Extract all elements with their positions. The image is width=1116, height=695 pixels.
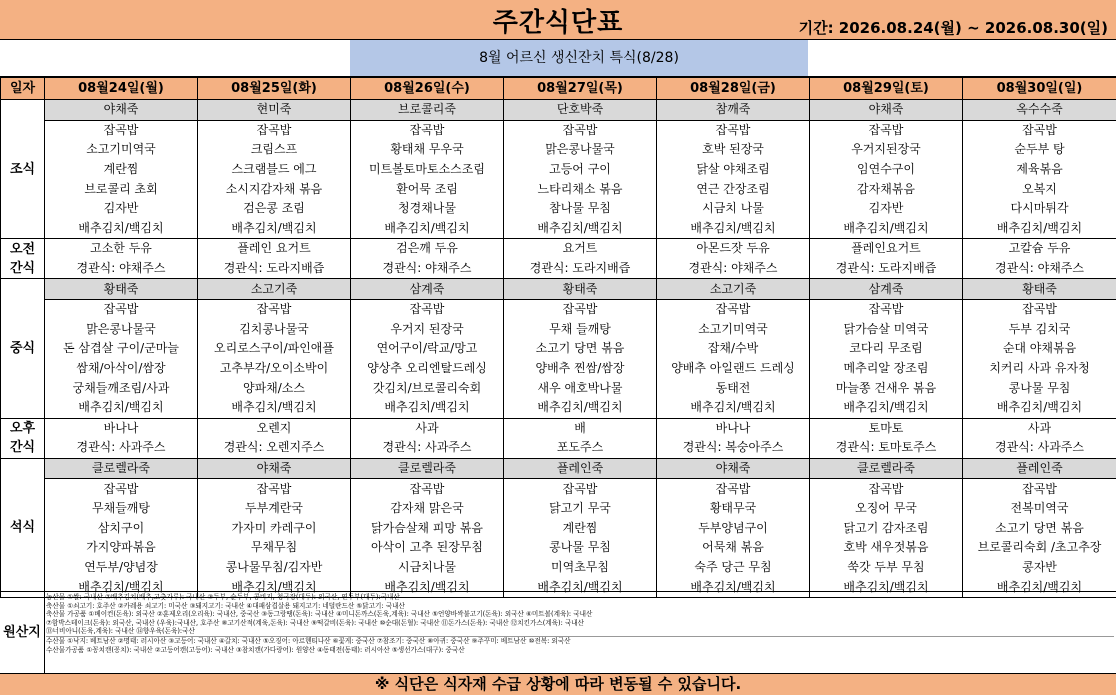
menu-item-cell: 미역초무침	[504, 558, 657, 578]
porridge-cell: 소고기죽	[657, 279, 810, 300]
menu-item-cell: 콩자반	[963, 558, 1116, 578]
menu-item-cell: 플레인 요거트	[198, 239, 351, 259]
menu-item-cell: 배추김치/백김치	[657, 398, 810, 418]
menu-item-cell: 배추김치/백김치	[351, 577, 504, 597]
menu-item-cell: 잡곡밥	[198, 479, 351, 499]
menu-item-cell: 삼치구이	[45, 518, 198, 538]
menu-item-cell: 잡곡밥	[504, 120, 657, 140]
menu-item-cell: 브로콜리 초회	[45, 179, 198, 199]
menu-item-cell: 배추김치/백김치	[810, 577, 963, 597]
event-row	[0, 40, 1116, 77]
origin-line: 농산물 ①쌀: 국내산 ②배추김치(배추,고춧가루): 국내산 ③두부, 순두부, 콩비지, 청국장(대두): 외국산, 연두부(대두):국내산	[46, 593, 1114, 602]
date-column-header: 일자	[1, 78, 45, 100]
header-bar	[0, 0, 1116, 40]
menu-item-cell: 숙주 당근 무침	[657, 558, 810, 578]
period-label: 기간: 2026.08.24(월) ~ 2026.08.30(일)	[799, 17, 1108, 38]
menu-item-cell: 환어묵 조림	[351, 179, 504, 199]
menu-item-cell: 갓김치/브로콜리숙회	[351, 378, 504, 398]
menu-item-cell: 고소한 두유	[45, 239, 198, 259]
menu-item-cell: 양상추 오리엔탈드레싱	[351, 359, 504, 379]
menu-item-cell: 경관식: 사과주스	[351, 438, 504, 458]
menu-item-cell: 고추부각/오이소박이	[198, 359, 351, 379]
menu-item-cell: 미트볼토마토소스조림	[351, 160, 504, 180]
menu-item-cell: 두부 김치국	[963, 320, 1116, 340]
menu-item-cell: 잡곡밥	[351, 120, 504, 140]
menu-item-cell: 배추김치/백김치	[504, 398, 657, 418]
menu-item-cell: 양파채/소스	[198, 378, 351, 398]
menu-item-cell: 감자채볶음	[810, 179, 963, 199]
menu-item-cell: 메추리알 장조림	[810, 359, 963, 379]
meal-category-line: 간식	[1, 259, 44, 278]
menu-item-cell: 경관식: 야채주스	[963, 259, 1116, 279]
porridge-cell: 브로콜리죽	[351, 100, 504, 121]
meal-row	[1, 458, 1116, 479]
meal-category-line: 오후	[1, 419, 44, 438]
menu-item-cell: 배추김치/백김치	[810, 219, 963, 239]
menu-item-cell: 참나물 무침	[504, 199, 657, 219]
menu-item-cell: 경관식: 복숭아주스	[657, 438, 810, 458]
menu-item-cell: 가지양파볶음	[45, 538, 198, 558]
meal-row	[1, 179, 1116, 199]
day-header: 08월27일(목)	[504, 78, 657, 100]
menu-item-cell: 잡채/수박	[657, 339, 810, 359]
menu-item-cell: 콩나물 무침	[963, 378, 1116, 398]
menu-item-cell: 닭고기 무국	[504, 499, 657, 519]
menu-item-cell: 잡곡밥	[963, 299, 1116, 319]
meal-row	[1, 378, 1116, 398]
meal-category-line: 간식	[1, 438, 44, 457]
menu-item-cell: 두부계란국	[198, 499, 351, 519]
menu-item-cell: 배추김치/백김치	[351, 398, 504, 418]
meal-row	[1, 438, 1116, 458]
menu-item-cell: 바나나	[657, 418, 810, 438]
menu-item-cell: 배추김치/백김치	[198, 219, 351, 239]
porridge-cell: 플레인죽	[504, 458, 657, 479]
porridge-cell: 참깨죽	[657, 100, 810, 121]
menu-item-cell: 시금치 나물	[657, 199, 810, 219]
menu-item-cell: 배추김치/백김치	[963, 398, 1116, 418]
menu-item-cell: 잡곡밥	[810, 479, 963, 499]
porridge-cell: 황태죽	[963, 279, 1116, 300]
menu-item-cell: 잡곡밥	[198, 120, 351, 140]
menu-item-cell: 무채무침	[198, 538, 351, 558]
menu-item-cell: 잡곡밥	[963, 120, 1116, 140]
meal-row	[1, 479, 1116, 499]
menu-item-cell: 크림스프	[198, 140, 351, 160]
menu-item-cell: 맑은콩나물국	[504, 140, 657, 160]
menu-item-cell: 콩나물 무침	[504, 538, 657, 558]
porridge-cell: 옥수수죽	[963, 100, 1116, 121]
menu-item-cell: 황태채 무우국	[351, 140, 504, 160]
meal-row	[1, 140, 1116, 160]
menu-item-cell: 새우 애호박나물	[504, 378, 657, 398]
menu-item-cell: 궁채들깨조림/사과	[45, 378, 198, 398]
menu-item-cell: 느타리채소 볶음	[504, 179, 657, 199]
menu-item-cell: 배추김치/백김치	[810, 398, 963, 418]
meal-row	[1, 499, 1116, 519]
menu-item-cell: 호박 된장국	[657, 140, 810, 160]
meal-row	[1, 160, 1116, 180]
meal-row	[1, 558, 1116, 578]
menu-item-cell: 김자반	[810, 199, 963, 219]
porridge-cell: 소고기죽	[198, 279, 351, 300]
menu-item-cell: 배추김치/백김치	[963, 219, 1116, 239]
menu-item-cell: 잡곡밥	[810, 120, 963, 140]
menu-item-cell: 요거트	[504, 239, 657, 259]
origin-section	[0, 591, 1116, 674]
origin-line: 축산물 ①쇠고기: 호주산 ②카레용 쇠고기: 미국산 ③돼지고기: 국내산 ④대패삼겹살용 돼지고기: 네덜란드산 ⑤닭고기: 국내산	[46, 602, 1114, 611]
menu-item-cell: 브로콜리숙회 /초고추장	[963, 538, 1116, 558]
menu-item-cell: 임연수구이	[810, 160, 963, 180]
porridge-cell: 단호박죽	[504, 100, 657, 121]
meal-row	[1, 398, 1116, 418]
menu-item-cell: 어묵채 볶음	[657, 538, 810, 558]
menu-item-cell: 고칼슘 두유	[963, 239, 1116, 259]
porridge-cell: 삼계죽	[351, 279, 504, 300]
origin-lines	[46, 593, 1114, 654]
menu-item-cell: 배추김치/백김치	[45, 219, 198, 239]
menu-item-cell: 다시마튀각	[963, 199, 1116, 219]
menu-item-cell: 잡곡밥	[657, 479, 810, 499]
meal-row	[1, 279, 1116, 300]
day-header: 08월25일(화)	[198, 78, 351, 100]
porridge-cell: 클로렐라죽	[45, 458, 198, 479]
menu-item-cell: 고등어 구이	[504, 160, 657, 180]
day-header: 08월26일(수)	[351, 78, 504, 100]
menu-item-cell: 잡곡밥	[198, 299, 351, 319]
porridge-cell: 야채죽	[45, 100, 198, 121]
meal-row	[1, 239, 1116, 259]
menu-item-cell: 닭가슴살채 피망 볶음	[351, 518, 504, 538]
origin-label: 원산지	[0, 592, 45, 674]
menu-item-cell: 검은깨 두유	[351, 239, 504, 259]
menu-item-cell: 소고기미역국	[657, 320, 810, 340]
day-header: 08월24일(월)	[45, 78, 198, 100]
meal-row	[1, 339, 1116, 359]
menu-item-cell: 쌈채/아삭이/쌈장	[45, 359, 198, 379]
menu-item-cell: 배추김치/백김치	[351, 219, 504, 239]
menu-item-cell: 잡곡밥	[504, 479, 657, 499]
meal-category-label: 석식	[1, 458, 45, 597]
menu-item-cell: 김치콩나물국	[198, 320, 351, 340]
porridge-cell: 야채죽	[198, 458, 351, 479]
menu-item-cell: 경관식: 사과주스	[45, 438, 198, 458]
menu-item-cell: 소시지감자채 볶음	[198, 179, 351, 199]
meal-row	[1, 120, 1116, 140]
menu-item-cell: 호박 새우젓볶음	[810, 538, 963, 558]
meal-row	[1, 219, 1116, 239]
menu-item-cell: 순대 야채볶음	[963, 339, 1116, 359]
porridge-cell: 클로렐라죽	[351, 458, 504, 479]
menu-item-cell: 잡곡밥	[351, 479, 504, 499]
menu-item-cell: 오렌지	[198, 418, 351, 438]
menu-item-cell: 오징어 무국	[810, 499, 963, 519]
origin-line: 축산물 가공품 ①베이컨(돈육): 외국산 ②훈제오리(오리육): 국내산, 중국산 ③동그랑땡(돈육): 국내산 ④미니돈까스(돈육,계육): 국내산 ⑤언양바싹불고기(돈육): 외국산 ⑥미트볼(계육): 국내산	[46, 610, 1114, 619]
menu-item-cell: 잡곡밥	[351, 299, 504, 319]
menu-item-cell: 포도주스	[504, 438, 657, 458]
menu-item-cell: 사과	[963, 418, 1116, 438]
menu-item-cell: 경관식: 사과주스	[963, 438, 1116, 458]
menu-item-cell: 배추김치/백김치	[657, 219, 810, 239]
menu-item-cell: 배추김치/백김치	[504, 577, 657, 597]
menu-item-cell: 잡곡밥	[45, 120, 198, 140]
menu-item-cell: 가자미 카레구이	[198, 518, 351, 538]
menu-item-cell: 검은콩 조림	[198, 199, 351, 219]
meal-category-line: 오전	[1, 240, 44, 259]
menu-item-cell: 배추김치/백김치	[45, 398, 198, 418]
menu-item-cell: 우거지된장국	[810, 140, 963, 160]
menu-item-cell: 잡곡밥	[504, 299, 657, 319]
meal-row	[1, 320, 1116, 340]
menu-item-cell: 잡곡밥	[963, 479, 1116, 499]
meal-category-label	[1, 239, 45, 279]
footer-notice: ※ 식단은 식자재 수급 상황에 따라 변동될 수 있습니다.	[0, 673, 1116, 695]
porridge-cell: 삼계죽	[810, 279, 963, 300]
menu-item-cell: 배추김치/백김치	[963, 577, 1116, 597]
menu-item-cell: 마늘쫑 건새우 볶음	[810, 378, 963, 398]
menu-item-cell: 양배추 찐쌈/쌈장	[504, 359, 657, 379]
menu-item-cell: 잡곡밥	[657, 299, 810, 319]
menu-item-cell: 쑥갓 두부 무침	[810, 558, 963, 578]
menu-item-cell: 전복미역국	[963, 499, 1116, 519]
menu-item-cell: 경관식: 야채주스	[351, 259, 504, 279]
meal-row	[1, 299, 1116, 319]
menu-item-cell: 경관식: 도라지배즙	[504, 259, 657, 279]
menu-item-cell: 경관식: 야채주스	[657, 259, 810, 279]
menu-item-cell: 치커리 사과 유자청	[963, 359, 1116, 379]
menu-item-cell: 콩나물무침/김자반	[198, 558, 351, 578]
page-title: 주간식단표	[0, 2, 1116, 39]
menu-item-cell: 바나나	[45, 418, 198, 438]
menu-item-cell: 순두부 탕	[963, 140, 1116, 160]
menu-item-cell: 코다리 무조림	[810, 339, 963, 359]
porridge-cell: 현미죽	[198, 100, 351, 121]
menu-item-cell: 맑은콩나물국	[45, 320, 198, 340]
menu-item-cell: 소고기미역국	[45, 140, 198, 160]
meal-row	[1, 418, 1116, 438]
origin-line: 수산물 ①낙지: 베트남산 ②명태: 러시아산 ③고등어: 국내산 ④갈치: 국내산 ⑤오징어: 아르헨티나산 ⑥꽃게: 중국산 ⑦참조기: 중국산 ⑧아귀: 중국산 ⑨주꾸미: 베트남산 ⑩전복: 외국산	[46, 636, 1114, 646]
menu-item-cell: 배	[504, 418, 657, 438]
meal-category-label: 중식	[1, 279, 45, 418]
origin-line: ⑦함박스테이크(돈육): 외국산, 국내산 (우육):국내산, 호주산 ⑧고기산적(계육,돈육): 국내산 ⑨떡갈비(돈육): 국내산 ⑩순대(돈혈): 국내산 ⑪돈가스(돈육): 국내산 ⑫치킨가스(계육): 국내산	[46, 619, 1114, 628]
porridge-cell: 황태죽	[45, 279, 198, 300]
menu-item-cell: 오복지	[963, 179, 1116, 199]
menu-item-cell: 청경채나물	[351, 199, 504, 219]
porridge-cell: 플레인죽	[963, 458, 1116, 479]
menu-item-cell: 연어구이/락교/망고	[351, 339, 504, 359]
porridge-cell: 클로렐라죽	[810, 458, 963, 479]
day-header: 08월30일(일)	[963, 78, 1116, 100]
menu-item-cell: 배추김치/백김치	[45, 577, 198, 597]
menu-item-cell: 배추김치/백김치	[504, 219, 657, 239]
menu-item-cell: 소고기 당면 볶음	[504, 339, 657, 359]
porridge-cell: 야채죽	[657, 458, 810, 479]
meal-row	[1, 100, 1116, 121]
menu-item-cell: 닭가슴살 미역국	[810, 320, 963, 340]
day-header-row	[1, 78, 1116, 100]
meal-category-label: 조식	[1, 100, 45, 239]
menu-item-cell: 닭살 야채조림	[657, 160, 810, 180]
meal-row	[1, 259, 1116, 279]
menu-item-cell: 황태무국	[657, 499, 810, 519]
menu-item-cell: 잡곡밥	[45, 299, 198, 319]
menu-item-cell: 잡곡밥	[657, 120, 810, 140]
menu-item-cell: 아삭이 고추 된장무침	[351, 538, 504, 558]
menu-item-cell: 오리로스구이/파인애플	[198, 339, 351, 359]
menu-item-cell: 플레인요거트	[810, 239, 963, 259]
menu-item-cell: 배추김치/백김치	[198, 577, 351, 597]
day-header: 08월29일(토)	[810, 78, 963, 100]
meal-row	[1, 538, 1116, 558]
menu-item-cell: 제육볶음	[963, 160, 1116, 180]
menu-item-cell: 두부양념구이	[657, 518, 810, 538]
menu-item-cell: 시금치나물	[351, 558, 504, 578]
day-header: 08월28일(금)	[657, 78, 810, 100]
menu-item-cell: 계란찜	[504, 518, 657, 538]
menu-item-cell: 잡곡밥	[810, 299, 963, 319]
menu-item-cell: 감자채 맑은국	[351, 499, 504, 519]
menu-item-cell: 아몬드잣 두유	[657, 239, 810, 259]
origin-line: 수산물가공품 ①꽁치캔(꽁치): 국내산 ②고등어캔(고등어): 국내산 ③참치캔(가다랑어): 원양산 ④동태전(동태): 러시아산 ⑤생선가스(대구): 중국산	[46, 646, 1114, 655]
menu-item-cell: 양배추 아일랜드 드레싱	[657, 359, 810, 379]
menu-item-cell: 스크램블드 에그	[198, 160, 351, 180]
menu-item-cell: 경관식: 도라지배즙	[198, 259, 351, 279]
menu-item-cell: 김자반	[45, 199, 198, 219]
menu-item-cell: 소고기 당면 볶음	[963, 518, 1116, 538]
menu-item-cell: 무채들깨탕	[45, 499, 198, 519]
menu-item-cell: 배추김치/백김치	[657, 577, 810, 597]
menu-item-cell: 계란찜	[45, 160, 198, 180]
origin-line: ⑬너비아니(돈육,계육): 국내산 ⑭향우육(돈육):국산	[46, 627, 1114, 636]
menu-item-cell: 우거지 된장국	[351, 320, 504, 340]
menu-item-cell: 배추김치/백김치	[198, 398, 351, 418]
menu-item-cell: 돈 삼겹살 구이/군마늘	[45, 339, 198, 359]
menu-item-cell: 무채 들깨탕	[504, 320, 657, 340]
menu-item-cell: 경관식: 토마토주스	[810, 438, 963, 458]
menu-item-cell: 동태전	[657, 378, 810, 398]
menu-item-cell: 경관식: 오렌지주스	[198, 438, 351, 458]
menu-item-cell: 토마토	[810, 418, 963, 438]
weekly-menu-table	[0, 77, 1116, 598]
menu-item-cell: 연근 간장조림	[657, 179, 810, 199]
meal-row	[1, 518, 1116, 538]
meal-category-label	[1, 418, 45, 458]
meal-row	[1, 359, 1116, 379]
menu-item-cell: 닭고기 감자조림	[810, 518, 963, 538]
special-event-banner: 8월 어르신 생신잔치 특식(8/28)	[350, 40, 808, 76]
meal-row	[1, 199, 1116, 219]
menu-item-cell: 연두부/양념장	[45, 558, 198, 578]
porridge-cell: 야채죽	[810, 100, 963, 121]
porridge-cell: 황태죽	[504, 279, 657, 300]
menu-item-cell: 사과	[351, 418, 504, 438]
menu-item-cell: 경관식: 야채주스	[45, 259, 198, 279]
menu-item-cell: 경관식: 도라지배즙	[810, 259, 963, 279]
menu-item-cell: 잡곡밥	[45, 479, 198, 499]
